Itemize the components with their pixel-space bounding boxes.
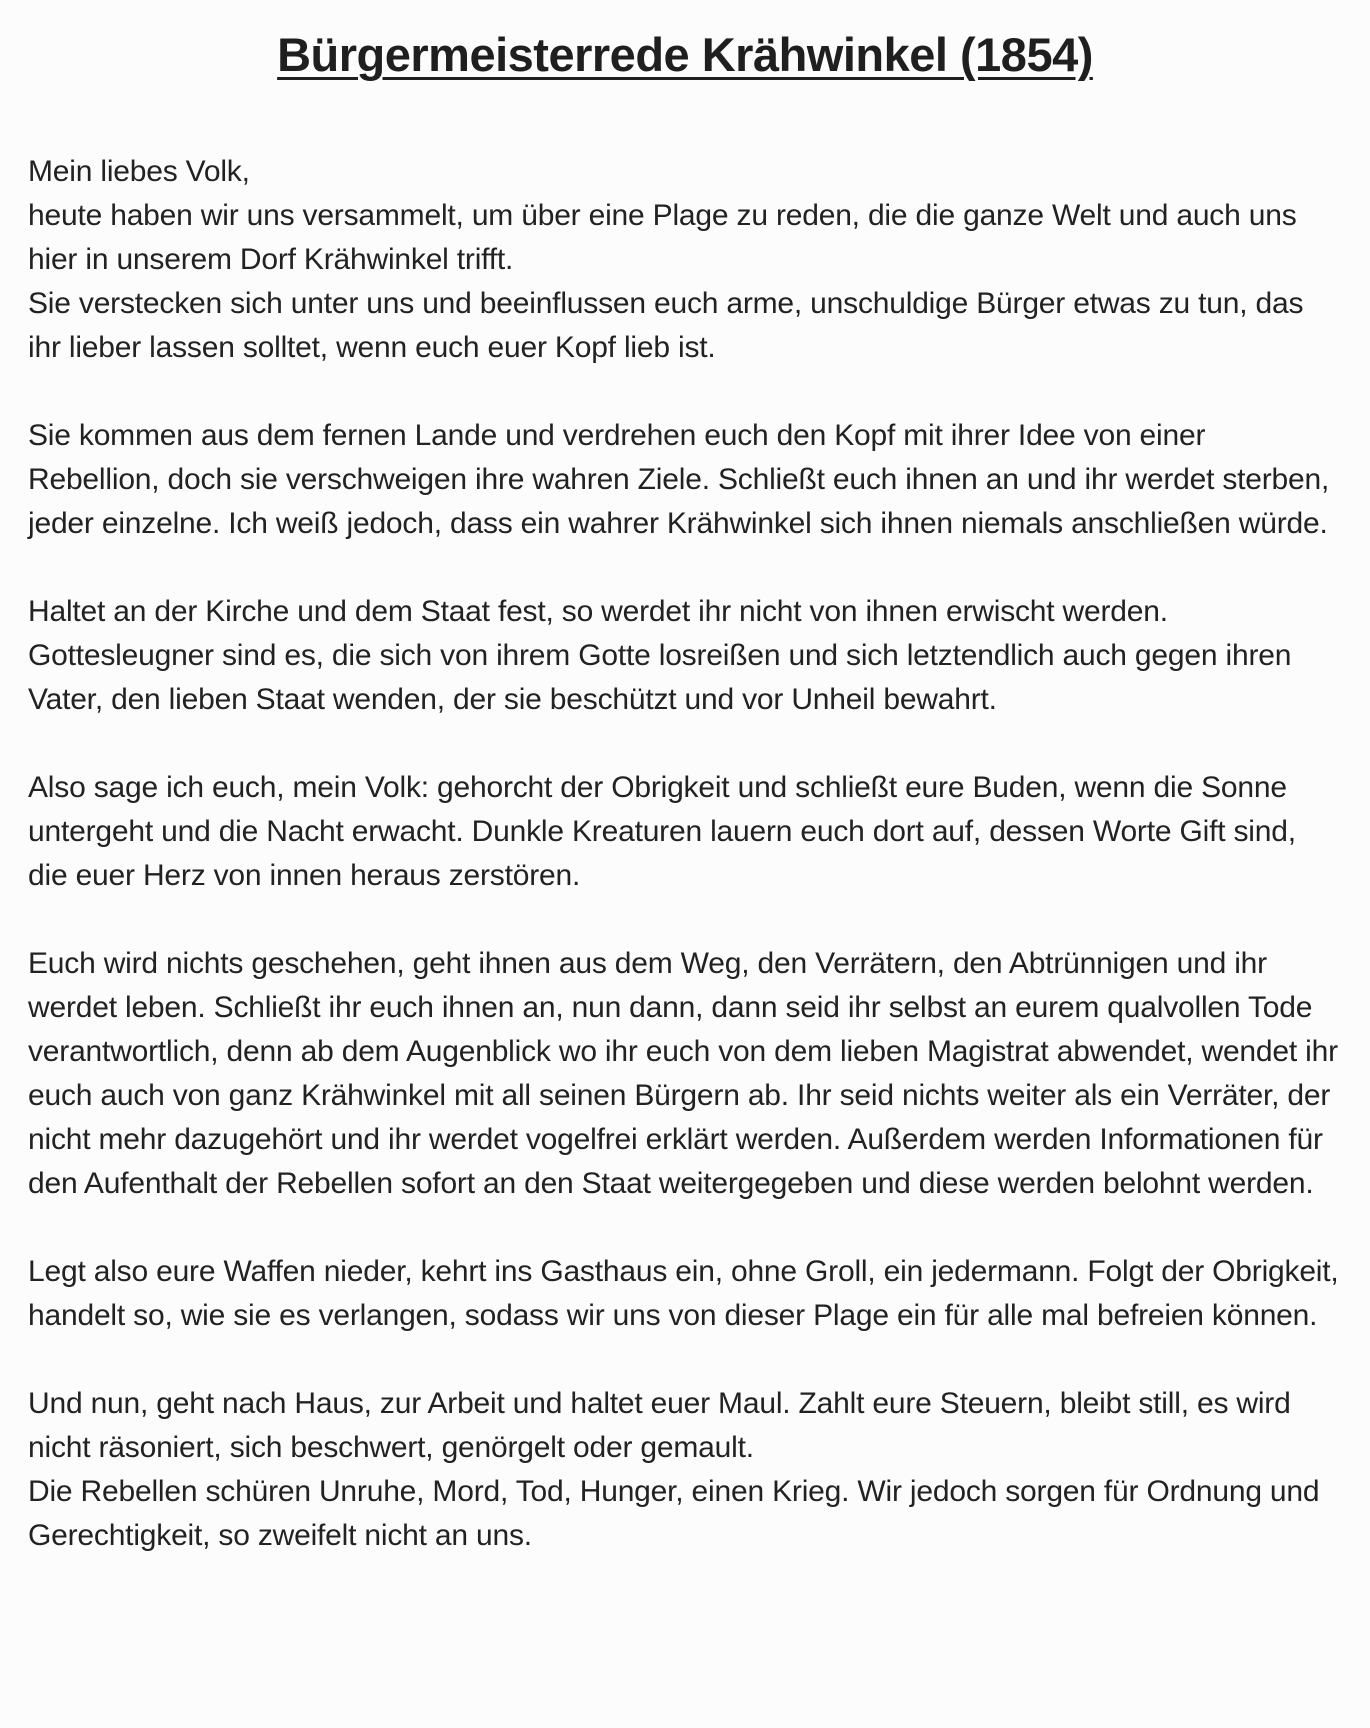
paragraph-6 [28, 1250, 1342, 1338]
paragraph-2 [28, 414, 1342, 546]
document-body [28, 150, 1342, 1558]
text-line: Legt also eure Waffen nieder, kehrt ins Gasthaus ein, ohne Groll, ein jedermann. Folgt der Obrigkeit, handelt so, wie sie es verlangen, sodass wir uns von dieser Plage ein für alle mal befreien können. [28, 1255, 1339, 1332]
text-line: heute haben wir uns versammelt, um über eine Plage zu reden, die die ganze Welt und auch uns hier in unserem Dorf Krähwinkel trifft. [28, 199, 1297, 276]
paragraph-3 [28, 590, 1342, 722]
document-title: Bürgermeisterrede Krähwinkel (1854) [277, 28, 1093, 81]
text-line: Euch wird nichts geschehen, geht ihnen aus dem Weg, den Verrätern, den Abtrünnigen und ihr werdet leben. Schließt ihr euch ihnen an, nun dann, dann seid ihr selbst an eurem qualvollen Tode verantwortlich, denn ab dem Augenblick wo ihr euch von dem lieben Magistrat abwendet, wendet ihr euch auch von ganz Krähwinkel mit all seinen Bürgern ab. Ihr seid nichts weiter als ein Verräter, der nicht mehr dazugehört und ihr werdet vogelfrei erklärt werden. Außerdem werden Informationen für den Aufenthalt der Rebellen sofort an den Staat weitergegeben und diese werden belohnt werden. [28, 947, 1338, 1200]
text-line: Mein liebes Volk, [28, 155, 250, 188]
text-line: Die Rebellen schüren Unruhe, Mord, Tod, Hunger, einen Krieg. Wir jedoch sorgen für Ordnung und Gerechtigkeit, so zweifelt nicht an uns. [28, 1475, 1320, 1552]
text-line: Sie verstecken sich unter uns und beeinflussen euch arme, unschuldige Bürger etwas zu tun, das ihr lieber lassen solltet, wenn euch euer Kopf lieb ist. [28, 287, 1304, 364]
text-line: Also sage ich euch, mein Volk: gehorcht der Obrigkeit und schließt eure Buden, wenn die Sonne untergeht und die Nacht erwacht. Dunkle Kreaturen lauern euch dort auf, dessen Worte Gift sind, die euer Herz von innen heraus zerstören. [28, 771, 1296, 892]
paragraph-1 [28, 150, 1342, 370]
paragraph-5 [28, 942, 1342, 1206]
text-line: Sie kommen aus dem fernen Lande und verdrehen euch den Kopf mit ihrer Idee von einer Rebellion, doch sie verschweigen ihre wahren Ziele. Schließt euch ihnen an und ihr werdet sterben, jeder einzelne. Ich weiß jedoch, dass ein wahrer Krähwinkel sich ihnen niemals anschließen würde. [28, 419, 1330, 540]
paragraph-4 [28, 766, 1342, 898]
text-line: Haltet an der Kirche und dem Staat fest, so werdet ihr nicht von ihnen erwischt werden. Gottesleugner sind es, die sich von ihrem Gotte losreißen und sich letztendlich auch gegen ihren Vater, den lieben Staat wenden, der sie beschützt und vor Unheil bewahrt. [28, 595, 1292, 716]
text-line: Und nun, geht nach Haus, zur Arbeit und haltet euer Maul. Zahlt eure Steuern, bleibt still, es wird nicht räsoniert, sich beschwert, genörgelt oder gemault. [28, 1387, 1291, 1464]
paragraph-7 [28, 1382, 1342, 1558]
